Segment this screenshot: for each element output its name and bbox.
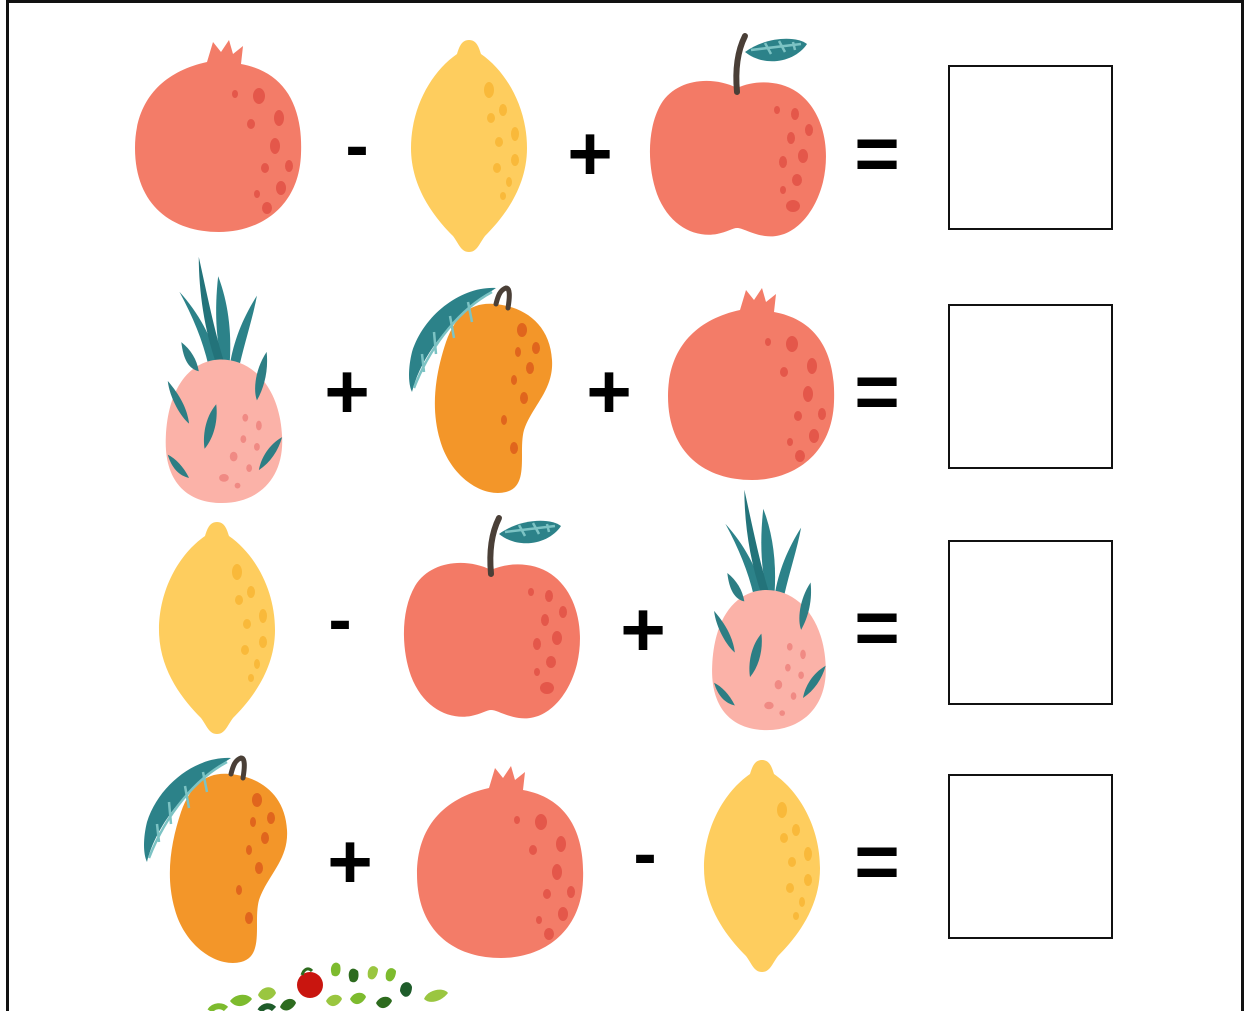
plus-operator: + bbox=[620, 585, 666, 673]
lemon-icon bbox=[155, 520, 279, 736]
equals-sign: = bbox=[854, 347, 900, 435]
pomegranate-icon bbox=[666, 284, 836, 484]
tree-logo-icon bbox=[200, 955, 490, 1011]
equals-sign: = bbox=[854, 583, 900, 671]
minus-operator: - bbox=[328, 580, 352, 658]
equals-sign: = bbox=[854, 817, 900, 905]
plus-operator: + bbox=[324, 347, 370, 435]
equals-sign: = bbox=[854, 109, 900, 197]
minus-operator: - bbox=[633, 814, 657, 892]
pomegranate-icon bbox=[415, 762, 585, 962]
plus-operator: + bbox=[327, 817, 373, 905]
pomegranate-icon bbox=[133, 36, 303, 236]
dragon-fruit-icon bbox=[160, 250, 286, 508]
dragon-fruit-icon bbox=[705, 486, 831, 732]
plus-operator: + bbox=[567, 109, 613, 197]
mango-icon bbox=[140, 750, 292, 966]
answer-box[interactable] bbox=[948, 65, 1113, 230]
minus-operator: - bbox=[345, 106, 369, 184]
apple-icon bbox=[647, 30, 827, 240]
mango-icon bbox=[405, 280, 557, 496]
answer-box[interactable] bbox=[948, 304, 1113, 469]
plus-operator: + bbox=[586, 347, 632, 435]
apple-icon bbox=[401, 512, 581, 722]
answer-box[interactable] bbox=[948, 774, 1113, 939]
lemon-icon bbox=[700, 758, 824, 974]
lemon-icon bbox=[407, 38, 531, 254]
answer-box[interactable] bbox=[948, 540, 1113, 705]
